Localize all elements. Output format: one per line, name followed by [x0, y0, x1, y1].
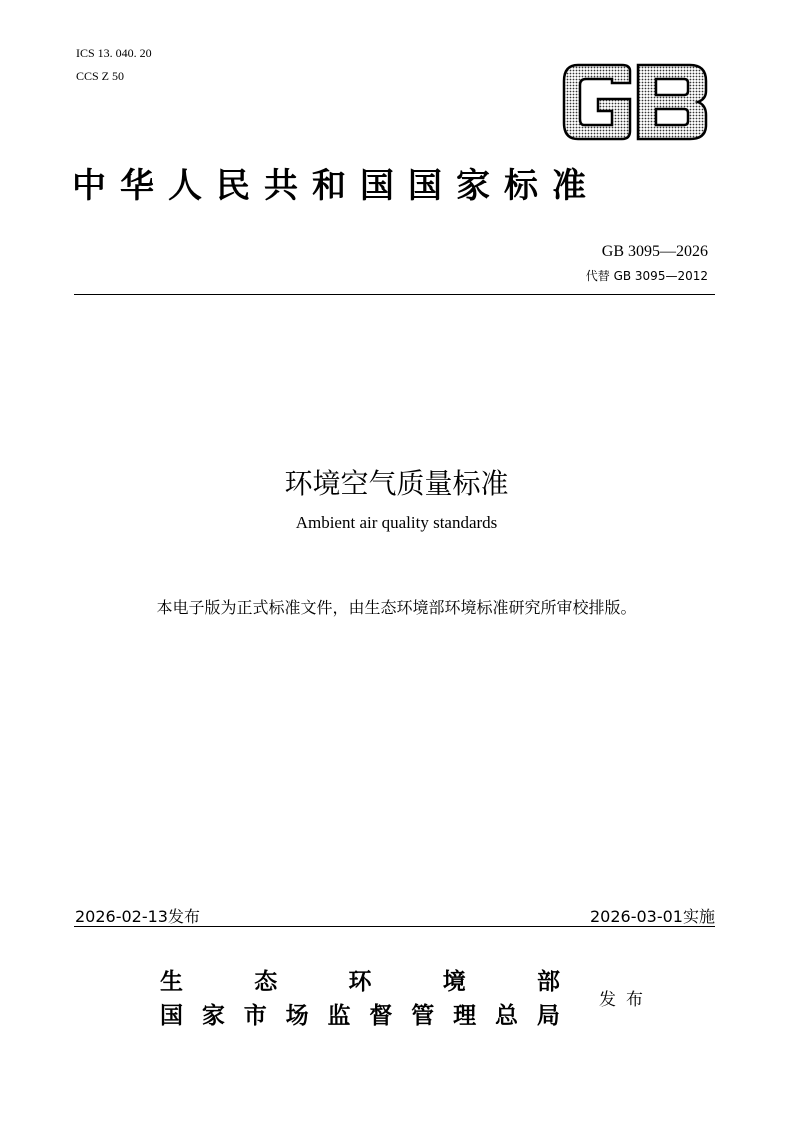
issuer-char: 态: [254, 968, 278, 995]
issuer-char: 场: [285, 1002, 309, 1029]
issuer-char: 总: [495, 1002, 518, 1029]
issuer-char: 家: [201, 1002, 225, 1029]
publish-label: 发布: [599, 990, 653, 1010]
issuer-char: 市: [243, 1002, 267, 1029]
issuer-char: 理: [453, 1002, 477, 1029]
issue-date: 2026-02-13发布: [75, 907, 200, 926]
ics-code: ICS 13. 040. 20: [76, 46, 152, 60]
standard-title-cn: 环境空气质量标准: [284, 467, 509, 500]
standard-number: GB 3095—2026: [601, 243, 708, 260]
issuer-char: 监: [327, 1002, 351, 1029]
header-divider: [74, 294, 715, 295]
issuer-ministry: [160, 963, 560, 996]
issuer-char: 生: [160, 968, 183, 995]
ccs-code: CCS Z 50: [76, 69, 125, 83]
gb-logo: [560, 63, 710, 141]
issuer-char: 境: [442, 968, 466, 995]
footer-divider: [74, 926, 715, 927]
electronic-version-notice: 本电子版为正式标准文件，由生态环境部环境标准研究所审校排版。: [156, 598, 637, 617]
implementation-date: 2026-03-01实施: [590, 907, 715, 926]
national-standard-title: 中华人民共和国国家标准: [72, 166, 600, 206]
issuer-char: 部: [537, 968, 560, 995]
issuer-char: 督: [369, 1002, 393, 1029]
replaces-standard: 代替 GB 3095—2012: [585, 269, 708, 283]
issuer-char: 局: [536, 1002, 560, 1029]
classification-codes: [76, 42, 152, 88]
issuer-char: 管: [411, 1002, 435, 1029]
issuer-char: 国: [160, 1002, 183, 1029]
standard-title-en: Ambient air quality standards: [295, 513, 498, 532]
issuer-char: 环: [348, 968, 372, 995]
issuer-administration: [160, 997, 560, 1030]
